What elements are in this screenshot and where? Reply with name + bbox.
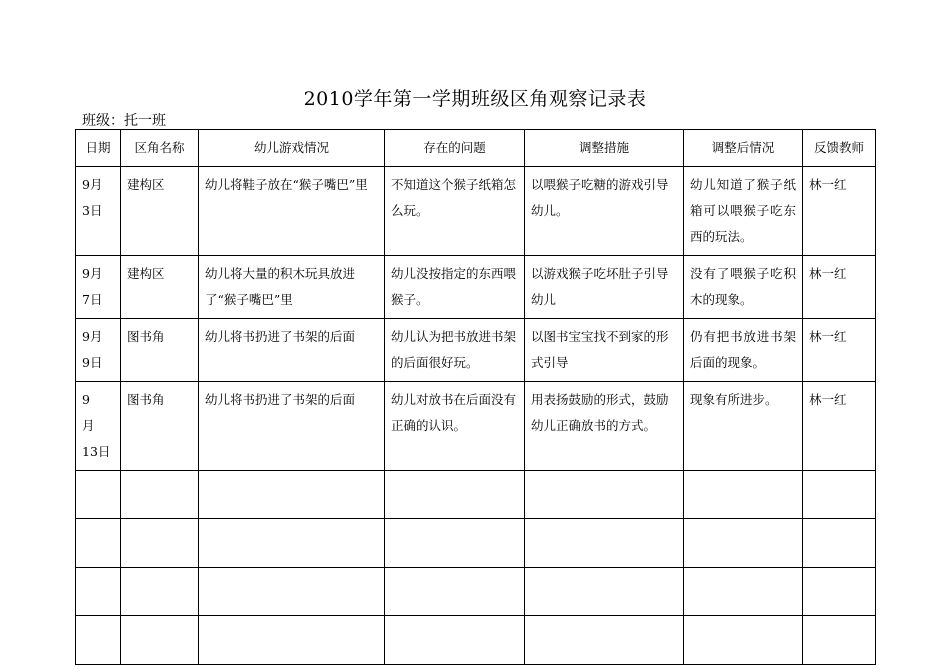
date-day: 13日: [82, 444, 111, 459]
date-month: 9月: [82, 177, 103, 192]
situation-cell: 幼儿将书扔进了书架的后面: [199, 319, 385, 382]
date-cell: [76, 319, 121, 382]
table-row: [76, 167, 876, 256]
after-cell: 仍有把书放进书架后面的现象。: [684, 319, 803, 382]
after-cell: 现象有所进步。: [684, 382, 803, 471]
table-row: [76, 382, 876, 471]
header-problem: 存在的问题: [385, 130, 525, 167]
header-situation: 幼儿游戏情况: [199, 130, 385, 167]
empty-row: [76, 568, 876, 616]
after-cell: 没有了喂猴子吃积木的现象。: [684, 256, 803, 319]
teacher-cell: 林一红: [803, 256, 876, 319]
date-cell: [76, 256, 121, 319]
date-cell: [76, 167, 121, 256]
page-title: 2010学年第一学期班级区角观察记录表: [303, 88, 647, 110]
header-date: 日期: [76, 130, 121, 167]
date-day: 7日: [82, 292, 103, 307]
table-row: [76, 256, 876, 319]
header-area: 区角名称: [121, 130, 199, 167]
measure-cell: 以喂猴子吃糖的游戏引导幼儿。: [525, 167, 684, 256]
area-cell: 建构区: [121, 167, 199, 256]
problem-cell: 幼儿没按指定的东西喂猴子。: [385, 256, 525, 319]
area-cell: 图书角: [121, 319, 199, 382]
empty-row: [76, 471, 876, 519]
situation-cell: 幼儿将鞋子放在“猴子嘴巴”里: [199, 167, 385, 256]
measure-cell: 用表扬鼓励的形式，鼓励幼儿正确放书的方式。: [525, 382, 684, 471]
problem-cell: 幼儿对放书在后面没有正确的认识。: [385, 382, 525, 471]
teacher-cell: 林一红: [803, 167, 876, 256]
date-month: 9 月: [82, 392, 103, 433]
empty-row: [76, 616, 876, 665]
measure-cell: 以游戏猴子吃坏肚子引导幼儿: [525, 256, 684, 319]
problem-cell: 不知道这个猴子纸箱怎么玩。: [385, 167, 525, 256]
header-teacher: 反馈教师: [803, 130, 876, 167]
class-label: 班级：托一班: [82, 113, 166, 129]
header-row: [76, 130, 876, 167]
measure-cell: 以图书宝宝找不到家的形式引导: [525, 319, 684, 382]
teacher-cell: 林一红: [803, 319, 876, 382]
area-cell: 建构区: [121, 256, 199, 319]
teacher-cell: 林一红: [803, 382, 876, 471]
problem-cell: 幼儿认为把书放进书架的后面很好玩。: [385, 319, 525, 382]
observation-table: [75, 129, 876, 665]
date-day: 3日: [82, 203, 103, 218]
date-cell: [76, 382, 121, 471]
empty-row: [76, 519, 876, 568]
after-cell: 幼儿知道了猴子纸箱可以喂猴子吃东西的玩法。: [684, 167, 803, 256]
area-cell: 图书角: [121, 382, 199, 471]
situation-cell: 幼儿将书扔进了书架的后面: [199, 382, 385, 471]
date-month: 9月: [82, 329, 103, 344]
table-row: [76, 319, 876, 382]
date-day: 9日: [82, 355, 103, 370]
date-month: 9月: [82, 266, 103, 281]
header-measure: 调整措施: [525, 130, 684, 167]
header-after: 调整后情况: [684, 130, 803, 167]
situation-cell: 幼儿将大量的积木玩具放进了“猴子嘴巴”里: [199, 256, 385, 319]
